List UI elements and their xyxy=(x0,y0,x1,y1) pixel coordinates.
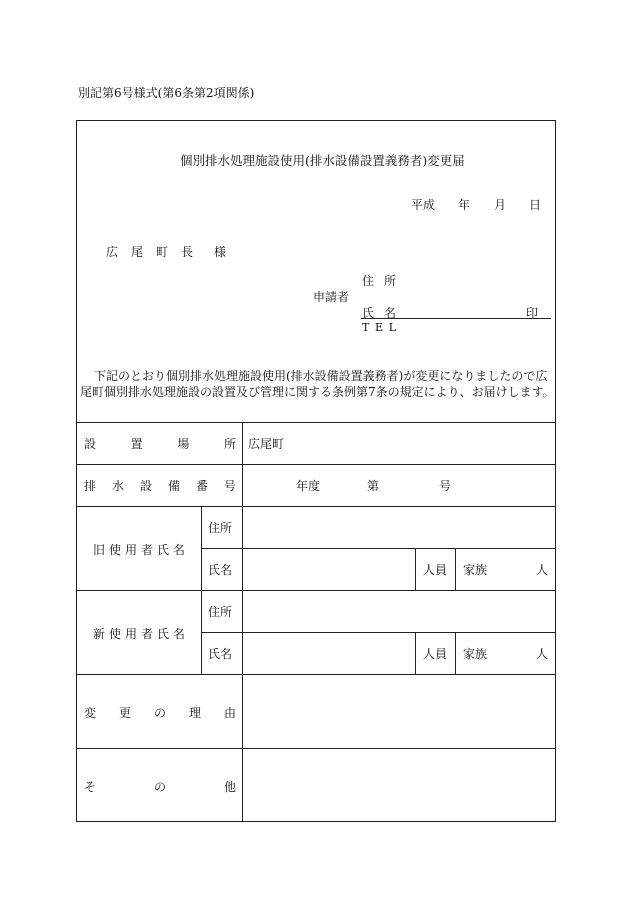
row-line xyxy=(201,632,556,633)
drain-no-field[interactable]: 第 xyxy=(367,479,380,493)
body-text-line-2: 尾町個別排水処理施設の設置及び管理に関する条例第7条の規定により、お届けします。 xyxy=(80,385,555,399)
applicant-address-label: 住 所 xyxy=(362,274,396,288)
col-line xyxy=(415,632,416,674)
old-user-address-label: 住所 xyxy=(208,521,233,535)
applicant-label: 申請者 xyxy=(313,290,350,304)
drain-year-field[interactable]: 年度 xyxy=(296,479,321,493)
row-line xyxy=(77,674,556,675)
old-user-persons-label: 人 xyxy=(536,563,549,577)
seal-mark: 印 xyxy=(526,306,539,320)
old-user-family-label: 家族 xyxy=(463,563,488,577)
new-user-family-label: 家族 xyxy=(463,647,488,661)
col-line xyxy=(201,506,202,674)
location-label: 設 置 場 所 xyxy=(84,437,236,451)
old-user-members-label: 人員 xyxy=(423,563,448,577)
applicant-tel-label: T E L xyxy=(362,321,396,334)
row-line xyxy=(77,464,556,465)
old-user-name-label: 氏名 xyxy=(208,563,233,577)
new-user-persons-label: 人 xyxy=(536,647,549,661)
date-day: 日 xyxy=(529,198,542,212)
applicant-name-label: 氏 名 xyxy=(362,306,396,320)
old-user-label: 旧 使 用 者 氏 名 xyxy=(93,543,185,557)
drain-go-label: 号 xyxy=(439,479,452,493)
new-user-address-label: 住所 xyxy=(208,605,233,619)
row-line xyxy=(77,590,556,591)
other-label: そ の 他 xyxy=(84,780,236,794)
body-text-line-1: 下記のとおり個別排水処理施設使用(排水設備設置義務者)が変更になりましたので広 xyxy=(94,369,548,383)
col-line xyxy=(455,548,456,590)
new-user-label: 新 使 用 者 氏 名 xyxy=(93,627,185,641)
drain-number-label: 排 水 設 備 番 号 xyxy=(84,479,236,493)
new-user-name-label: 氏名 xyxy=(208,647,233,661)
date-year: 年 xyxy=(458,198,471,212)
col-line xyxy=(415,548,416,590)
row-line xyxy=(77,748,556,749)
date-month: 月 xyxy=(494,198,507,212)
table-top-line xyxy=(77,422,556,423)
col-line xyxy=(455,632,456,674)
form-frame xyxy=(76,120,556,822)
addressee: 広 尾 町 長 様 xyxy=(106,245,226,259)
reason-label: 変 更 の 理 由 xyxy=(84,706,236,720)
form-number-note: 別記第6号様式(第6条第2項関係) xyxy=(78,86,255,100)
new-user-members-label: 人員 xyxy=(423,647,448,661)
row-line xyxy=(201,548,556,549)
row-line xyxy=(77,506,556,507)
col-line xyxy=(242,422,243,822)
location-value[interactable]: 広尾町 xyxy=(248,437,285,451)
name-underline xyxy=(361,318,551,319)
date-era: 平成 xyxy=(411,198,436,212)
form-title: 個別排水処理施設使用(排水設備設置義務者)変更届 xyxy=(180,153,465,168)
